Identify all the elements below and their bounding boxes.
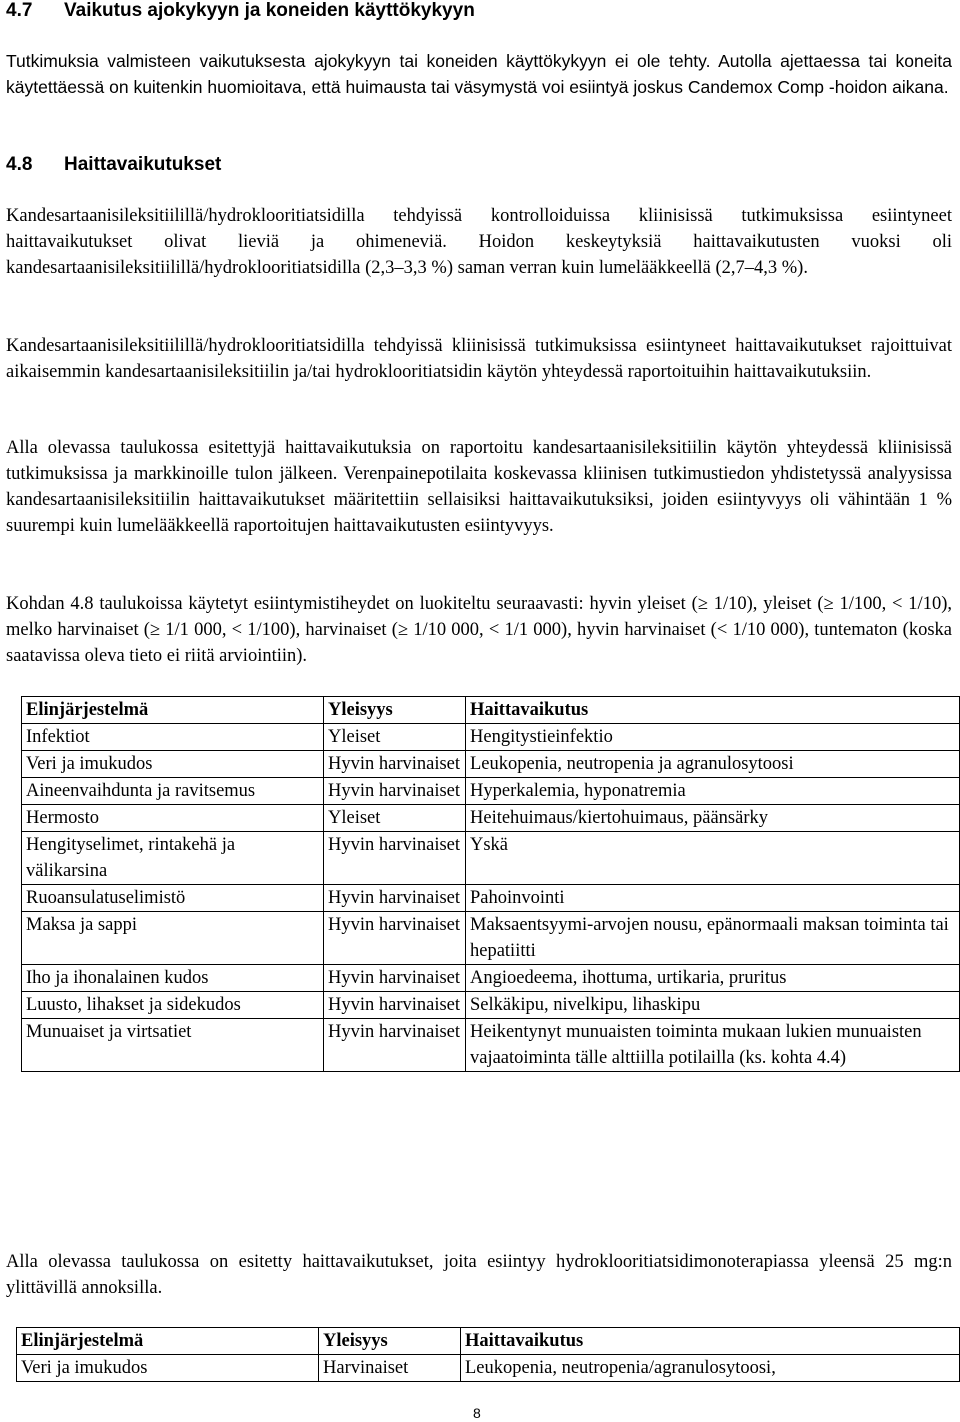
organ-system-cell: Hermosto [22, 805, 324, 832]
section-number: 4.7 [6, 0, 33, 21]
paragraph-adverse-2: Kandesartaanisileksitiilillä/hydroklooritiatsidilla tehdyissä kliinisissä tutkimuksissa esiintyneet haittavaikutukset rajoittuivat aikaisemmin kandesartaanisileksitiilin ja/tai hydroklooritiatsidin käytön yhteydessä raportoituihin haittavaikutuksiin. [6, 336, 952, 382]
reaction-cell: Hengitystieinfektio [466, 724, 960, 751]
paragraph-hydrochlorothiazide: Alla olevassa taulukossa on esitetty haittavaikutukset, joita esiintyy hydroklooritiatsidimonoterapiassa yleensä 25 mg:n ylittävillä annoksilla. [6, 1252, 952, 1298]
frequency-cell: Yleiset [324, 724, 466, 751]
page-number: 8 [473, 1405, 481, 1421]
column-header: Haittavaikutus [466, 697, 960, 724]
table-row [17, 1355, 960, 1382]
frequency-cell: Hyvin harvinaiset [324, 1019, 466, 1072]
organ-system-cell: Munuaiset ja virtsatiet [22, 1019, 324, 1072]
reaction-cell: Angioedeema, ihottuma, urtikaria, pruritus [466, 965, 960, 992]
reaction-cell: Leukopenia, neutropenia/agranulosytoosi, [461, 1355, 960, 1382]
column-header: Elinjärjestelmä [22, 697, 324, 724]
column-header: Elinjärjestelmä [17, 1328, 319, 1355]
organ-system-cell: Ruoansulatuselimistö [22, 885, 324, 912]
organ-system-cell: Aineenvaihdunta ja ravitsemus [22, 778, 324, 805]
frequency-cell: Yleiset [324, 805, 466, 832]
section-title: Haittavaikutukset [64, 154, 222, 175]
table-row [22, 778, 960, 805]
frequency-cell: Hyvin harvinaiset [324, 912, 466, 965]
reaction-cell: Pahoinvointi [466, 885, 960, 912]
reaction-cell: Yskä [466, 832, 960, 885]
paragraph-adverse-1: Kandesartaanisileksitiilillä/hydroklooritiatsidilla tehdyissä kontrolloiduissa kliinisissä tutkimuksissa esiintyneet haittavaikutukset olivat lieviä ja ohimeneviä. Hoidon keskeytyksiä haittavaikutusten vuoksi oli kandesartaanisileksitiilillä/hydroklooritiatsidilla (2,3–3,3 %) saman verran kuin lumelääkkeellä (2,7–4,3 %). [6, 206, 952, 278]
table-row [22, 885, 960, 912]
frequency-cell: Hyvin harvinaiset [324, 992, 466, 1019]
organ-system-cell: Veri ja imukudos [22, 751, 324, 778]
frequency-cell: Hyvin harvinaiset [324, 965, 466, 992]
reaction-cell: Heikentynyt munuaisten toiminta mukaan lukien munuaisten vajaatoiminta tälle alttiilla potilailla (ks. kohta 4.4) [466, 1019, 960, 1072]
adverse-reactions-table [21, 696, 960, 1072]
table-row [22, 832, 960, 885]
column-header: Yleisyys [324, 697, 466, 724]
table-row [22, 751, 960, 778]
table-row [22, 724, 960, 751]
section-title: Vaikutus ajokykyyn ja koneiden käyttökykyyn [64, 0, 475, 21]
organ-system-cell: Hengityselimet, rintakehä ja välikarsina [22, 832, 324, 885]
section-heading-4-8 [6, 154, 221, 176]
paragraph-driving: Tutkimuksia valmisteen vaikutuksesta ajokykyyn tai koneiden käyttökykyyn ei ole tehty. Autolla ajettaessa tai koneita käytettäessä on kuitenkin huomioitava, että huimausta tai väsymystä voi esiintyä joskus Candemox Comp -hoidon aikana. [6, 51, 952, 97]
organ-system-cell: Infektiot [22, 724, 324, 751]
reaction-cell: Maksaentsyymi-arvojen nousu, epänormaali maksan toiminta tai hepatiitti [466, 912, 960, 965]
table-row [22, 992, 960, 1019]
frequency-cell: Hyvin harvinaiset [324, 832, 466, 885]
frequency-cell: Hyvin harvinaiset [324, 885, 466, 912]
frequency-cell: Harvinaiset [319, 1355, 461, 1382]
table-row [22, 1019, 960, 1072]
organ-system-cell: Luusto, lihakset ja sidekudos [22, 992, 324, 1019]
column-header: Haittavaikutus [461, 1328, 960, 1355]
reaction-cell: Selkäkipu, nivelkipu, lihaskipu [466, 992, 960, 1019]
section-number: 4.8 [6, 154, 33, 175]
table-row [22, 805, 960, 832]
table-header-row [22, 697, 960, 724]
reaction-cell: Heitehuimaus/kiertohuimaus, päänsärky [466, 805, 960, 832]
table-header-row [17, 1328, 960, 1355]
organ-system-cell: Maksa ja sappi [22, 912, 324, 965]
reaction-cell: Hyperkalemia, hyponatremia [466, 778, 960, 805]
reaction-cell: Leukopenia, neutropenia ja agranulosytoosi [466, 751, 960, 778]
paragraph-frequency-definitions: Kohdan 4.8 taulukoissa käytetyt esiintymistiheydet on luokiteltu seuraavasti: hyvin yleiset (≥ 1/10), yleiset (≥ 1/100, < 1/10), melko harvinaiset (≥ 1/1 000, < 1/100), harvinaiset (≥ 1/10 000, < 1/1 000), hyvin harvinaiset (< 1/10 000), tuntematon (koska saatavissa oleva tieto ei riitä arviointiin). [6, 594, 952, 666]
frequency-cell: Hyvin harvinaiset [324, 778, 466, 805]
frequency-cell: Hyvin harvinaiset [324, 751, 466, 778]
table-row [22, 912, 960, 965]
paragraph-adverse-3: Alla olevassa taulukossa esitettyjä haittavaikutuksia on raportoitu kandesartaanisileksitiilin käytön yhteydessä kliinisissä tutkimuksissa ja markkinoille tulon jälkeen. Verenpainepotilaita koskevassa kliinisen tutkimustiedon yhdistetyssä analyysissa kandesartaanisileksitiilin haittavaikutukset määritettiin sellaisiksi haittavaikutuksiksi, joiden esiintyvyys oli vähintään 1 % suurempi kuin lumelääkkeellä raportoitujen haittavaikutusten esiintyvyys. [6, 438, 952, 536]
table-row [22, 965, 960, 992]
organ-system-cell: Veri ja imukudos [17, 1355, 319, 1382]
column-header: Yleisyys [319, 1328, 461, 1355]
organ-system-cell: Iho ja ihonalainen kudos [22, 965, 324, 992]
section-heading-4-7 [6, 0, 475, 22]
hydrochlorothiazide-reactions-table [16, 1327, 960, 1382]
